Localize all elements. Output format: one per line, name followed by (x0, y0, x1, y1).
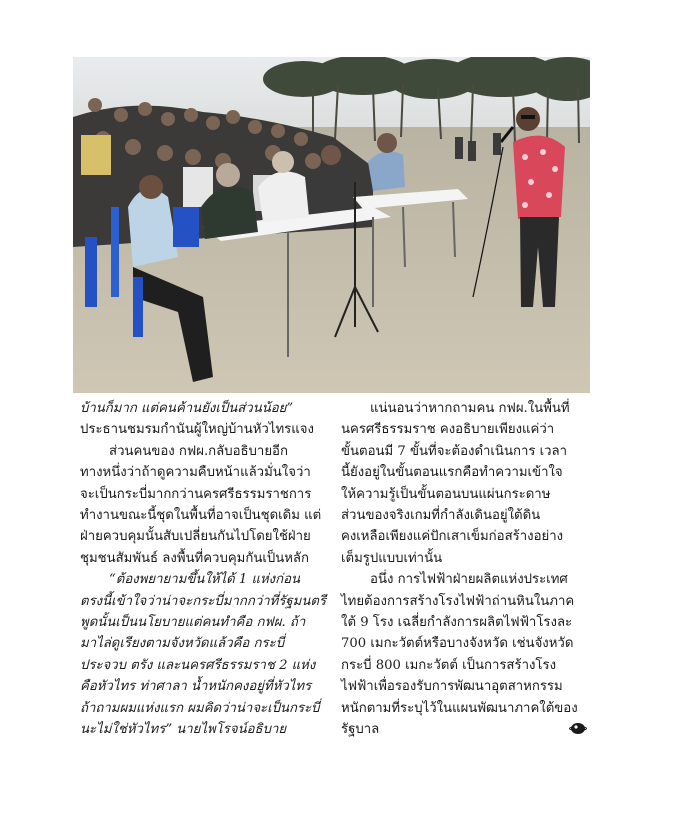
text-line: แน่นอนว่าหากถามคน กฟผ.ในพื้นที่ (370, 401, 570, 416)
article-column-left (80, 398, 330, 741)
text-line: 700 เมกะวัตต์หรือบางจังหวัด เช่นจังหวัด (341, 636, 574, 652)
text-line: ถ้าถามผมแห่งแรก ผมคิดว่าน่าจะเป็นกระบี่ (80, 700, 320, 716)
text-line: คงเหลือเพียงแค่ปักเสาเข็มก่อสร้างอย่าง (341, 529, 564, 545)
text-line: ไทยต้องการสร้างโรงไฟฟ้าถ่านหินในภาค (341, 593, 575, 609)
text-line: เต็มรูปแบบเท่านั้น (341, 550, 443, 566)
globe-end-mark-icon (569, 722, 587, 735)
text-line-last (341, 719, 587, 740)
text-line: คือหัวไทร ท่าศาลา น้ำหนักคงอยู่ที่หัวไทร (80, 679, 312, 695)
text-line: รัฐบาล (341, 722, 380, 738)
news-photo (73, 57, 590, 393)
text-line: ประธานชมรมกำนันผู้ใหญ่บ้านหัวไทรแจง (80, 422, 314, 438)
text-line: กระบี่ 800 เมกะวัตต์ เป็นการสร้างโรง (341, 657, 557, 673)
text-line: ฝ่ายควบคุมนั้นสับเปลี่ยนกันไปโดยใช้ฝ่าย (80, 529, 311, 545)
text-line: อนึ่ง การไฟฟ้าฝ่ายผลิตแห่งประเทศ (370, 572, 568, 588)
text-line: บ้านก็มาก แต่คนค้านยังเป็นส่วนน้อย” (80, 401, 294, 416)
text-line: นครศรีธรรมราช คงอธิบายเพียงแค่ว่า (341, 422, 555, 438)
text-line: ประจวบ ตรัง และนครศรีธรรมราช 2 แห่ง (80, 657, 316, 673)
text-line: ทางหนึ่งว่าถ้าดูความคืบหน้าแล้วมั่นใจว่า (80, 465, 311, 481)
text-line: ส่วนของจริงเกมที่กำลังเดินอยู่ใต้ดิน (341, 508, 541, 524)
text-line: ขั้นตอนมี 7 ขั้นที่จะต้องดำเนินการ เวลา (341, 443, 568, 459)
text-line: ให้ความรู้เป็นขั้นตอนบนแผ่นกระดาษ (341, 486, 551, 502)
text-line: นะไม่ใช่หัวไทร” นายไพโรจน์อธิบาย (80, 722, 287, 738)
text-line: พูดนั้นเป็นนโยบายแต่คนทำคือ กฟผ. ถ้า (80, 615, 306, 631)
text-line: ส่วนคนของ กฟผ.กลับอธิบายอีก (109, 443, 288, 459)
photo-icon (73, 57, 590, 393)
text-line: นี้ยังอยู่ในขั้นตอนแรกคือทำความเข้าใจ (341, 465, 563, 481)
text-line: ทำงานขณะนี้ชุดในพื้นที่อาจเป็นชุดเดิม แต่ (80, 508, 322, 524)
text-line: ใต้ 9 โรง เฉลี่ยกำลังการผลิตไฟฟ้าโรงละ (341, 615, 573, 631)
text-line: จะเป็นกระบี่มากกว่านครศรีธรรมราชการ (80, 486, 312, 502)
text-line: ชุมชนสัมพันธ์ ลงพื้นที่ควบคุมกันเป็นหลัก (80, 550, 309, 566)
article-column-right (341, 398, 587, 741)
text-line: “ต้องพยายามขึ้นให้ได้ 1 แห่งก่อน (109, 572, 301, 588)
text-line: ไฟฟ้าเพื่อรองรับการพัฒนาอุตสาหกรรม (341, 679, 563, 695)
text-line: หนักตามที่ระบุไว้ในแผนพัฒนาภาคใต้ของ (341, 700, 578, 716)
text-line: มาไล่ดูเรียงตามจังหวัดแล้วคือ กระบี่ (80, 636, 285, 652)
text-line: ตรงนี้เข้าใจว่าน่าจะกระบี่มากกว่าที่รัฐมนตรี (80, 593, 327, 609)
